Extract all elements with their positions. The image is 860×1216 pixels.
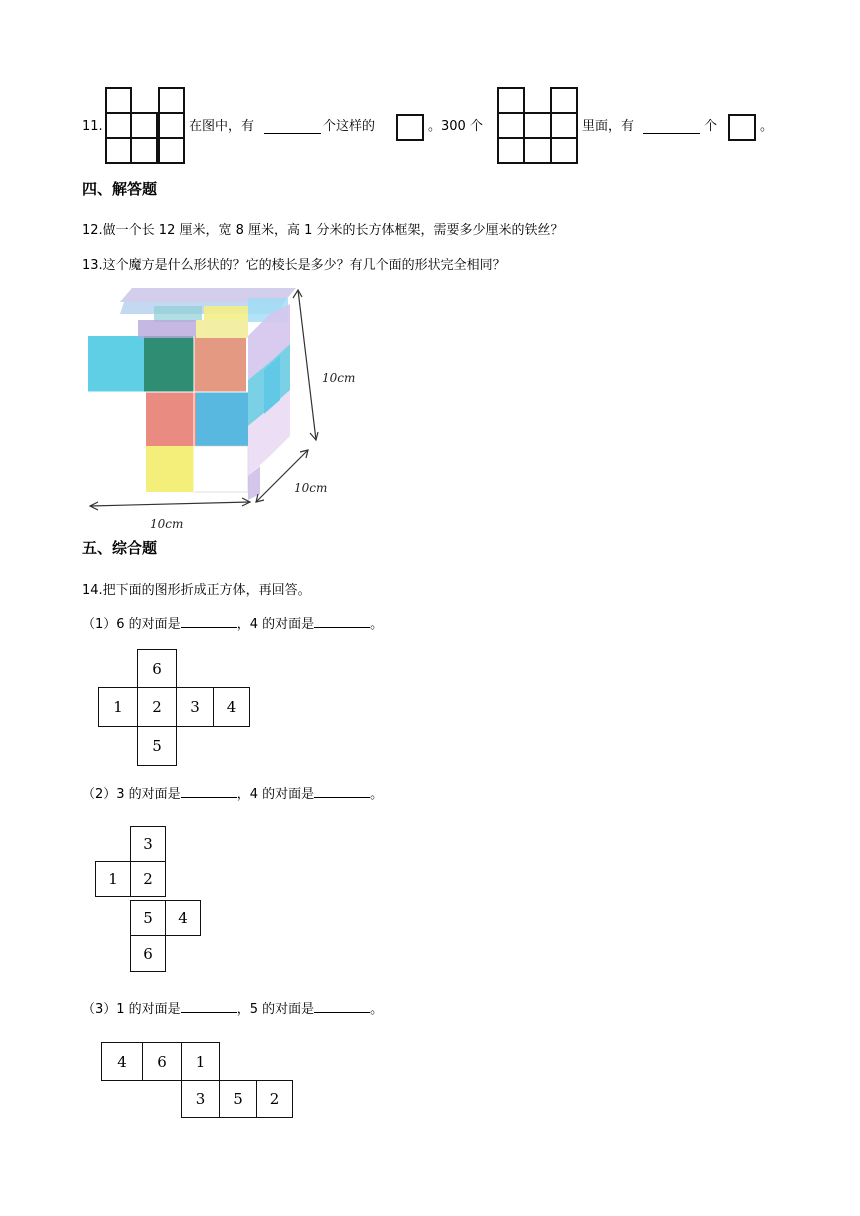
section-heading: 四、解答题 bbox=[82, 180, 158, 198]
net-cell: 5 bbox=[137, 726, 177, 766]
q14-part-2 bbox=[82, 785, 383, 804]
question-13: 13.这个魔方是什么形状的？它的棱长是多少？有几个面的形状完全相同？ bbox=[82, 258, 506, 273]
net-cell: 4 bbox=[165, 900, 201, 936]
net-cell: 3 bbox=[176, 687, 214, 727]
figure-square bbox=[130, 112, 158, 139]
q14-part-1 bbox=[82, 615, 383, 634]
part-middle: ，4 的对面是 bbox=[236, 617, 315, 632]
q11-text-4: 里面，有 bbox=[582, 119, 635, 134]
net-cell: 6 bbox=[130, 935, 166, 972]
figure-square bbox=[550, 112, 578, 139]
figure-square bbox=[158, 112, 185, 139]
net-cell: 2 bbox=[130, 861, 166, 897]
net-cell: 4 bbox=[101, 1042, 143, 1081]
net-cell: 1 bbox=[181, 1042, 220, 1081]
figure-square bbox=[497, 137, 525, 164]
question-12: 12.做一个长 12 厘米，宽 8 厘米，高 1 分米的长方体框架，需要多少厘米的铁丝？ bbox=[82, 223, 564, 238]
section-heading: 五、综合题 bbox=[82, 539, 158, 557]
width-label: 10cm bbox=[150, 517, 184, 531]
figure-square bbox=[523, 112, 552, 139]
part-suffix: 。 bbox=[370, 1002, 384, 1017]
net-cell: 2 bbox=[137, 687, 177, 727]
answer-blank[interactable] bbox=[314, 1000, 370, 1013]
net-cell: 3 bbox=[130, 826, 166, 862]
q14-part-3 bbox=[82, 1000, 383, 1019]
question-number: 11. bbox=[82, 119, 103, 134]
net-cell: 6 bbox=[137, 649, 177, 688]
part-middle: ，4 的对面是 bbox=[236, 787, 315, 802]
net-cell: 5 bbox=[130, 900, 166, 936]
answer-blank[interactable] bbox=[181, 785, 237, 798]
figure-square bbox=[523, 137, 552, 164]
figure-square bbox=[158, 87, 185, 114]
figure-square bbox=[130, 137, 158, 164]
net-cell: 3 bbox=[181, 1080, 220, 1118]
figure-square bbox=[550, 87, 578, 114]
figure-square bbox=[497, 87, 525, 114]
depth-label: 10cm bbox=[294, 481, 328, 495]
figure-square bbox=[497, 112, 525, 139]
part-suffix: 。 bbox=[370, 617, 384, 632]
figure-square bbox=[550, 137, 578, 164]
part-prefix: （1）6 的对面是 bbox=[82, 617, 181, 632]
part-middle: ，5 的对面是 bbox=[236, 1002, 315, 1017]
rubiks-cube-illustration bbox=[84, 280, 364, 532]
unit-square bbox=[728, 114, 756, 141]
answer-blank[interactable] bbox=[181, 615, 237, 628]
part-suffix: 。 bbox=[370, 787, 384, 802]
q11-text-3: 。300 个 bbox=[428, 119, 483, 134]
part-prefix: （3）1 的对面是 bbox=[82, 1002, 181, 1017]
net-cell: 2 bbox=[256, 1080, 293, 1118]
question-14: 14.把下面的图形折成正方体，再回答。 bbox=[82, 583, 311, 598]
answer-blank[interactable] bbox=[314, 615, 370, 628]
net-cell: 4 bbox=[213, 687, 250, 727]
figure-square bbox=[158, 137, 185, 164]
part-prefix: （2）3 的对面是 bbox=[82, 787, 181, 802]
height-label: 10cm bbox=[322, 371, 356, 385]
answer-blank[interactable] bbox=[643, 118, 700, 134]
figure-square bbox=[105, 112, 132, 139]
q11-text-1: 在图中，有 bbox=[189, 119, 255, 134]
net-cell: 1 bbox=[95, 861, 131, 897]
net-cell: 6 bbox=[142, 1042, 182, 1081]
q11-text-2: 个这样的 bbox=[323, 119, 376, 134]
answer-blank[interactable] bbox=[314, 785, 370, 798]
figure-square bbox=[105, 87, 132, 114]
q11-text-6: 。 bbox=[760, 119, 774, 134]
answer-blank[interactable] bbox=[181, 1000, 237, 1013]
unit-square bbox=[396, 114, 424, 141]
q11-text-5: 个 bbox=[704, 119, 718, 134]
answer-blank[interactable] bbox=[264, 118, 321, 134]
net-cell: 1 bbox=[98, 687, 138, 727]
net-cell: 5 bbox=[219, 1080, 257, 1118]
figure-square bbox=[105, 137, 132, 164]
